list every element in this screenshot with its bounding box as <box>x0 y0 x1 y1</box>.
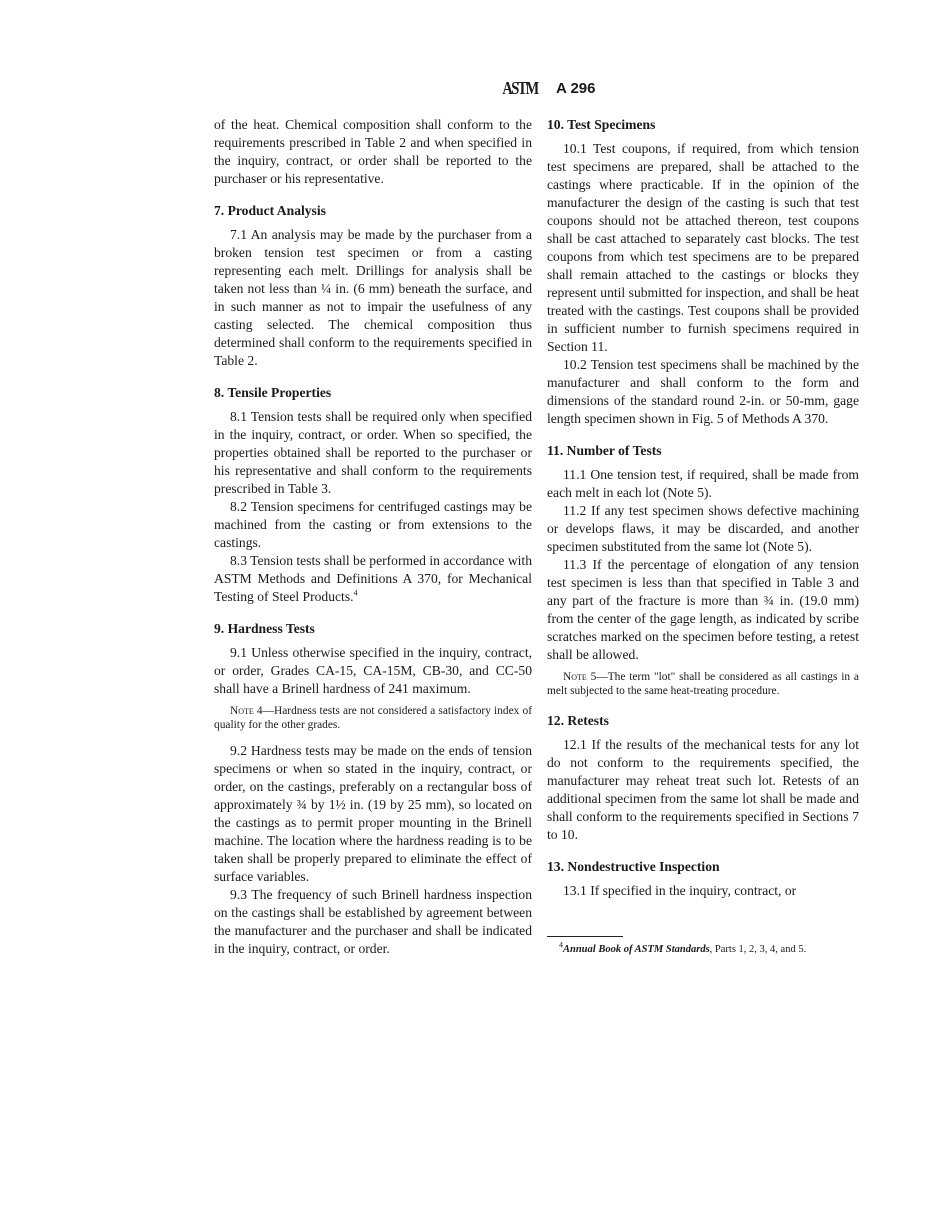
paragraph-9-3: 9.3 The frequency of such Brinell hardness inspection on the castings shall be established by agreement between the manufacturer and the purchaser and shall be indicated in the inquiry, contract, or order. <box>214 887 532 956</box>
paragraph-10-1: 10.1 Test coupons, if required, from which tension test specimens are prepared, shall be attached to the castings where practicable. If in the opinion of the manufacturer the design of the casting is such that test coupons should not be attached thereon, test coupons shall be cast attached to separately cast blocks. The test coupons from which test specimens are to be prepared shall remain attached to the castings or blocks they represent until submitted for inspection, and shall be heat treated with the castings. Test coupons shall be provided in sufficient number to furnish specimens required in Section 11. <box>547 141 859 354</box>
footnote-ref-4: 4 <box>353 588 358 598</box>
note-4-label: Note 4 <box>230 705 263 717</box>
footnote-mark: 4 <box>559 940 563 950</box>
section-11-heading: 11. Number of Tests <box>547 443 662 458</box>
paragraph-8-1: 8.1 Tension tests shall be required only when specified in the inquiry, contract, or order. When so specified, the properties obtained shall be reported to the purchaser or his representative and shall conform to the requirements prescribed in Table 3. <box>214 409 532 496</box>
paragraph-9-2: 9.2 Hardness tests may be made on the ends of tension specimens or when so stated in the inquiry, contract, or order, on the castings, preferably on a rectangular boss of approximately ¾ by 1½ in. (19 by 25 mm), so located on the castings as to permit proper mounting in the Brinell machine. The location where the hardness reading is to be taken shall be properly prepared to eliminate the effect of surface variables. <box>214 743 532 884</box>
section-7-heading: 7. Product Analysis <box>214 203 326 218</box>
paragraph-11-3: 11.3 If the percentage of elongation of any tension test specimen is less than that specified in Table 3 and any part of the fracture is more than ¾ in. (19.0 mm) from the center of the gage length, as indicated by scribe scratches marked on the specimen before testing, a retest shall be allowed. <box>547 557 859 662</box>
section-9-heading: 9. Hardness Tests <box>214 621 315 636</box>
section-12-heading: 12. Retests <box>547 713 609 728</box>
section-13-heading: 13. Nondestructive Inspection <box>547 859 720 874</box>
footnote-4 <box>547 940 859 956</box>
paragraph-8-3 <box>214 552 532 606</box>
intro-paragraph: of the heat. Chemical composition shall conform to the requirements prescribed in Table 2 and when specified in the inquiry, contract, or order shall be reported to the purchaser or his representative. <box>214 117 532 186</box>
footnote-rest: , Parts 1, 2, 3, 4, and 5. <box>709 944 807 955</box>
astm-logo: ASTM <box>502 78 538 98</box>
paragraph-11-2: 11.2 If any test specimen shows defective machining or develops flaws, it may be discarded, and another specimen substituted from the same lot (Note 5). <box>547 503 859 554</box>
right-column <box>547 116 859 956</box>
paragraph-9-1: 9.1 Unless otherwise specified in the inquiry, contract, or order, Grades CA-15, CA-15M, CB-30, and CC-50 shall have a Brinell hardness of 241 maximum. <box>214 645 532 696</box>
footnote-title: Annual Book of ASTM Standards <box>563 944 710 955</box>
note-4 <box>214 704 532 732</box>
footnote-divider <box>547 936 623 937</box>
paragraph-12-1: 12.1 If the results of the mechanical tests for any lot do not conform to the requirements specified, the manufacturer may reheat treat such lot. Retests of an additional specimen from the same lot shall be made and shall conform to the requirements specified in Sections 7 to 10. <box>547 737 859 842</box>
note-5-label: Note 5 <box>563 671 597 683</box>
section-10-heading: 10. Test Specimens <box>547 117 656 132</box>
page-header <box>498 78 596 99</box>
standard-designation: A 296 <box>556 80 596 97</box>
note-5 <box>547 670 859 698</box>
paragraph-13-1: 13.1 If specified in the inquiry, contract, or <box>563 883 797 898</box>
paragraph-8-2: 8.2 Tension specimens for centrifuged castings may be machined from the casting or from extensions to the castings. <box>214 499 532 550</box>
left-column <box>214 116 532 958</box>
paragraph-7-1: 7.1 An analysis may be made by the purchaser from a broken tension test specimen or from a casting representing each melt. Drillings for analysis shall be taken not less than ¼ in. (6 mm) beneath the surface, and in such manner as not to impair the usefulness of any casting selected. The chemical composition thus determined shall conform to the requirements specified in Table 2. <box>214 227 532 368</box>
paragraph-10-2: 10.2 Tension test specimens shall be machined by the manufacturer and shall conform to the form and dimensions of the standard round 2-in. or 50-mm, gage length specimen shown in Fig. 5 of Methods A 370. <box>547 357 859 426</box>
paragraph-11-1: 11.1 One tension test, if required, shall be made from each melt in each lot (Note 5). <box>547 467 859 500</box>
note-4-text: —Hardness tests are not considered a satisfactory index of quality for the other grades. <box>214 705 532 731</box>
section-8-heading: 8. Tensile Properties <box>214 385 332 400</box>
note-5-text: —The term "lot" shall be considered as all castings in a melt subjected to the same heat-treating procedure. <box>547 671 859 697</box>
paragraph-8-3-text: 8.3 Tension tests shall be performed in accordance with ASTM Methods and Definitions A 370, for Mechanical Testing of Steel Products. <box>214 553 532 604</box>
